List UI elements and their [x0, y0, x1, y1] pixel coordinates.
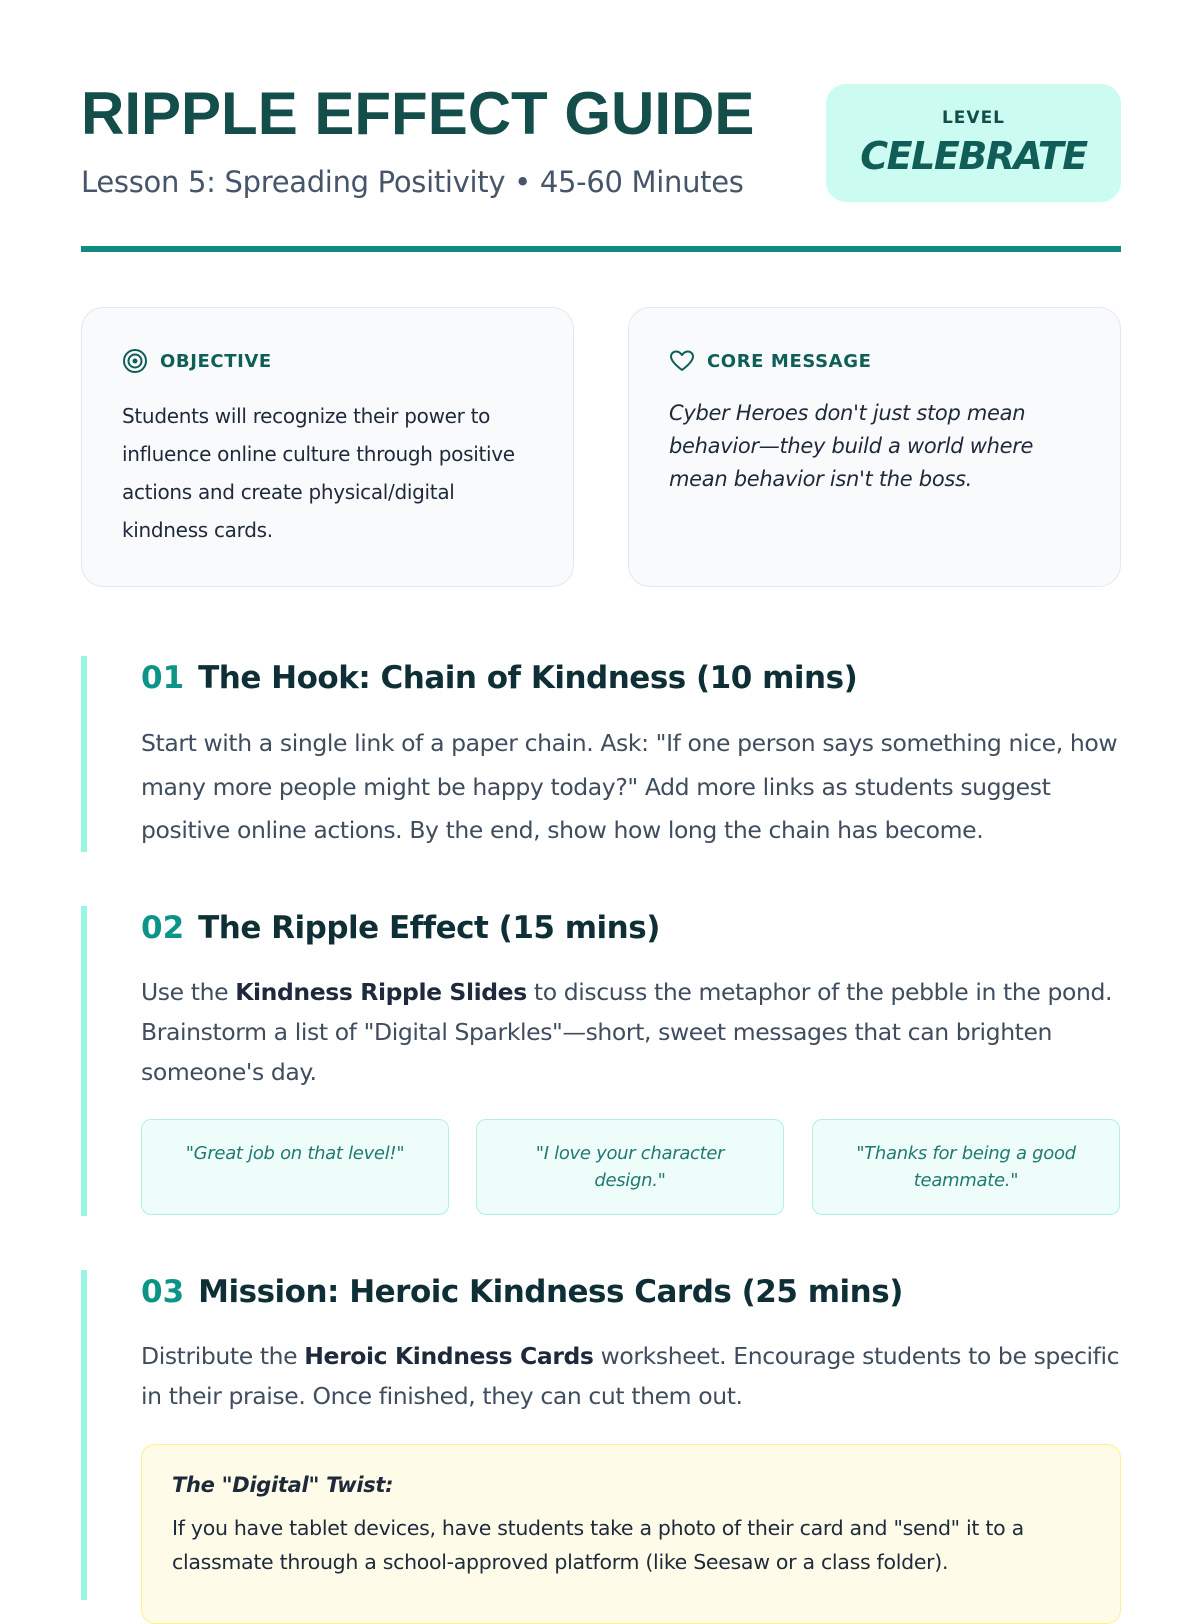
header-divider — [81, 246, 1121, 252]
level-badge — [826, 84, 1121, 202]
sparkle-message: "Thanks for being a good teammate." — [812, 1119, 1120, 1215]
section-body: Start with a single link of a paper chain. Ask: "If one person says something nice, how many more people might be happy today?" Add more links as students suggest positive online actions. By the end, show how long the chain has become. — [141, 729, 1118, 844]
objective-label: OBJECTIVE — [160, 350, 272, 372]
lesson-subtitle: Lesson 5: Spreading Positivity • 45-60 Minutes — [81, 165, 744, 199]
core-message-card — [628, 307, 1121, 587]
twist-text: If you have tablet devices, have students take a photo of their card and "send" it to a classmate through a school-approved platform (like Seesaw or a class folder). — [172, 1516, 1024, 1574]
level-value: CELEBRATE — [860, 134, 1087, 178]
twist-title: The "Digital" Twist: — [172, 1473, 394, 1497]
section-body — [141, 972, 1126, 1092]
core-message-label: CORE MESSAGE — [707, 350, 872, 372]
section-accent-bar — [81, 1270, 87, 1600]
core-message-text: Cyber Heroes don't just stop mean behavior—they build a world where mean behavior isn't the boss. — [669, 401, 1034, 491]
core-message-header — [669, 348, 871, 374]
section-kindness-cards — [81, 1270, 1121, 1600]
section-hook — [81, 656, 1121, 852]
body-text: to discuss the metaphor of the pebble in the pond. Brainstorm a list of "Digital Sparkles"—short, sweet messages that can brighten someone's day. — [141, 978, 1113, 1086]
section-accent-bar — [81, 656, 87, 852]
objective-text: Students will recognize their power to influence online culture through positive actions and create physical/digital kindness cards. — [122, 404, 515, 542]
page-title: RIPPLE EFFECT GUIDE — [81, 80, 755, 147]
objective-header — [122, 348, 272, 374]
section-number: 01 — [141, 660, 185, 696]
digital-twist-callout — [141, 1444, 1121, 1624]
slides-resource-name: Kindness Ripple Slides — [235, 978, 527, 1006]
objective-card — [81, 307, 574, 587]
body-text: Use the — [141, 978, 236, 1006]
sparkle-message: "I love your character design." — [476, 1119, 784, 1215]
sparkle-message: "Great job on that level!" — [141, 1119, 449, 1215]
target-icon — [122, 348, 148, 374]
section-heading — [141, 656, 857, 700]
section-title: Mission: Heroic Kindness Cards (25 mins) — [198, 1274, 903, 1310]
section-ripple-effect — [81, 906, 1121, 1216]
section-accent-bar — [81, 906, 87, 1216]
section-body — [141, 1336, 1126, 1416]
section-heading — [141, 906, 660, 950]
level-label: LEVEL — [941, 108, 1006, 128]
body-text: Distribute the — [141, 1342, 305, 1370]
page-header — [81, 82, 1121, 202]
section-title: The Ripple Effect (15 mins) — [198, 910, 660, 946]
heart-icon — [669, 348, 695, 374]
worksheet-name: Heroic Kindness Cards — [304, 1342, 594, 1370]
section-heading — [141, 1270, 903, 1314]
body-text: worksheet. Encourage students to be specific in their praise. Once finished, they can cut them out. — [141, 1342, 1120, 1410]
section-number: 03 — [141, 1274, 185, 1310]
section-title: The Hook: Chain of Kindness (10 mins) — [198, 660, 858, 696]
section-number: 02 — [141, 910, 185, 946]
